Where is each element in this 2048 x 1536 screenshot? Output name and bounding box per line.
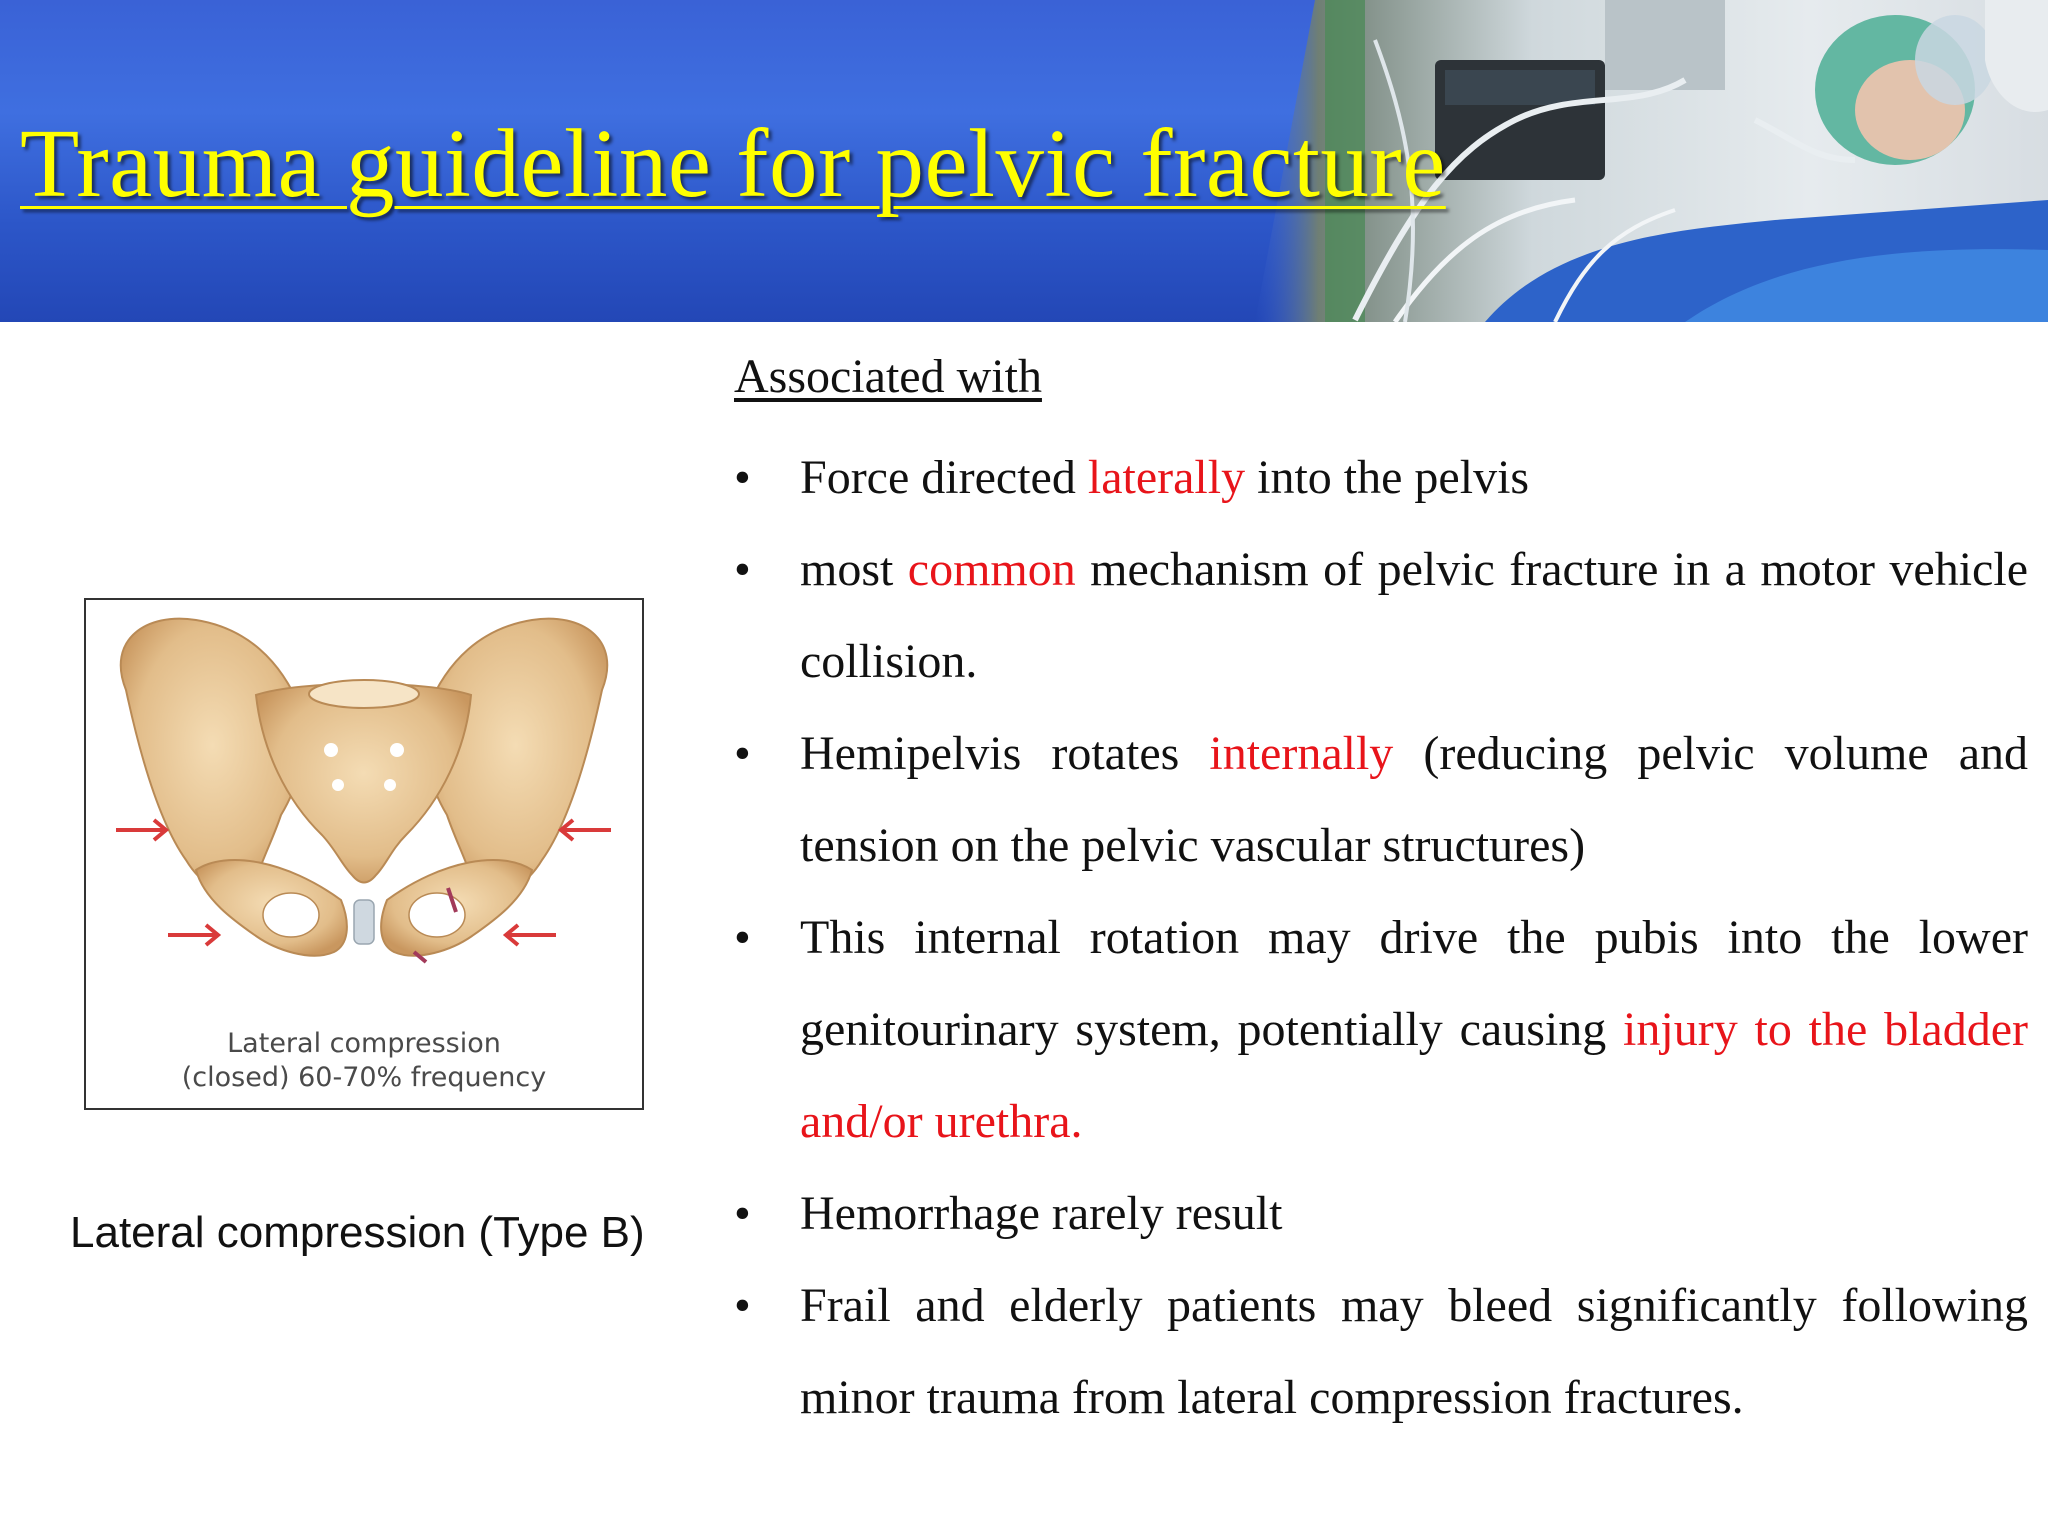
list-item: • Frail and elderly patients may bleed significantly following minor trauma from lateral compression fractures. [734,1260,2028,1444]
bullet-icon: • [734,1187,751,1240]
bullet-icon: • [734,1279,751,1332]
figure-side-caption: Lateral compression (Type B) [70,1208,645,1257]
highlight-text: internally [1209,727,1394,780]
figure-caption-line1: Lateral compression [227,1028,501,1059]
list-item: • This internal rotation may drive the pubis into the lower genitourinary system, potentially causing injury to the bladder and/or urethra. [734,892,2028,1168]
pelvis-illustration [86,600,642,1020]
bullet-list [734,432,2028,1444]
bullet-icon: • [734,911,751,964]
sacrum [256,684,471,883]
list-item: • most common mechanism of pelvic fracture in a motor vehicle collision. [734,524,2028,708]
bullet-icon: • [734,451,751,504]
list-item: • Hemorrhage rarely result [734,1168,2028,1260]
content-area [734,340,2028,1444]
highlight-text: common [907,543,1076,596]
highlight-text: injury to the bladder and/or urethra. [800,1003,2029,1148]
pelvis-figure [84,598,644,1110]
figure-caption-line2: (closed) 60-70% frequency [181,1062,547,1093]
bullet-icon: • [734,543,751,596]
list-item: • Hemipelvis rotates internally (reducing pelvic volume and tension on the pelvic vascular structures) [734,708,2028,892]
slide-title: Trauma guideline for pelvic fracture [20,110,1446,217]
header-banner [0,0,2048,322]
bullet-icon: • [734,727,751,780]
list-item: • Force directed laterally into the pelvis [734,432,2028,524]
highlight-text: laterally [1087,451,1246,504]
section-heading: Associated with [734,350,1042,403]
